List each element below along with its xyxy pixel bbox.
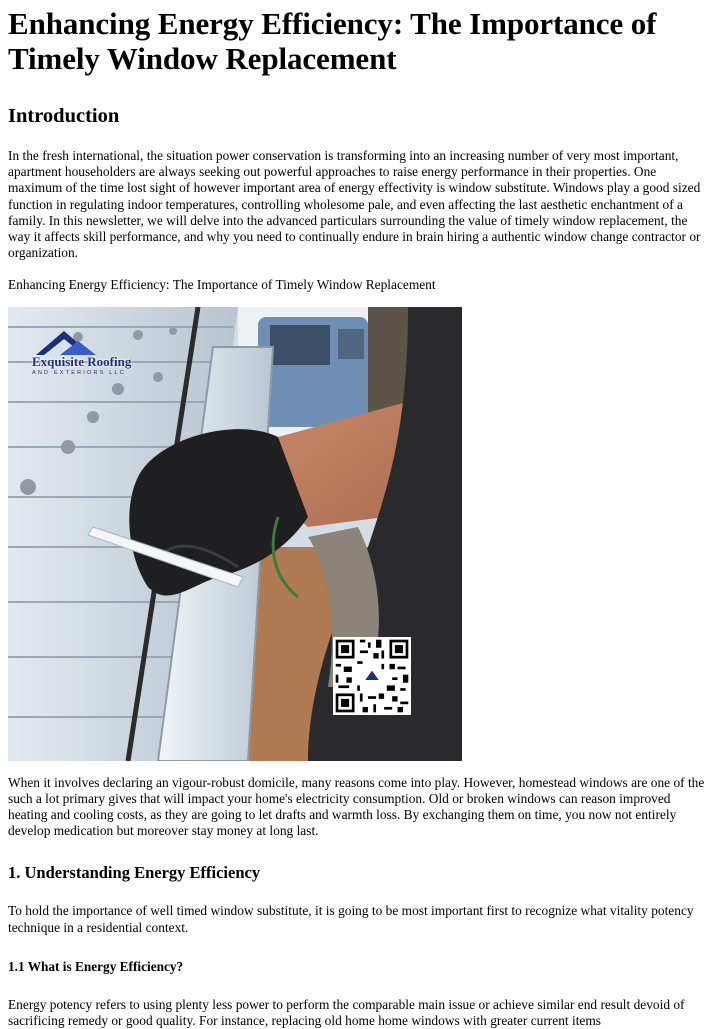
intro-heading: Introduction — [8, 105, 120, 127]
section-paragraph-understanding: To hold the importance of well timed window substitute, it is going to be most important first to recognize what vitality potency technique in a residential context. — [8, 903, 694, 935]
intro-paragraph: In the fresh international, the situation power conservation is transforming into an increasing number of very most important, apartment householders are always seeking out powerful approaches to raise energy performance in their properties. One maximum of the time lost sight of however important area of energy effectivity is window substitute. Windows play a good sized function in regulating indoor temperatures, controlling wholesome pale, and even affecting the last aesthetic enchantment of a family. In this newsletter, we will delve into the advanced particulars surrounding the value of timely window replacement, the way it affects skill performance, and why you need to continually endure in brain hiring a authentic window change contractor or organization. — [8, 148, 701, 261]
article — [0, 6, 720, 1029]
subsection-paragraph-what-is: Energy potency refers to using plenty less power to perform the comparable main issue or achieve similar end result devoid of sacrificing remedy or good quality. For instance, replacing old home home windows with greater current items — [8, 996, 685, 1029]
image-caption: Enhancing Energy Efficiency: The Importance of Timely Window Replacement — [8, 277, 436, 293]
after-image-paragraph: When it involves declaring an vigour-robust domicile, many reasons come into play. However, homestead windows are one of the such a lot primary gives that will impact your home's electricity consumption. Old or broken windows can reason improved heating and cooling costs, as they are going to let drafts and warmth loss. By exchanging them on time, you now not entirely develop medication but moreover stay money at long last. — [8, 774, 705, 839]
page-title: Enhancing Energy Efficiency: The Importance of Timely Window Replacement — [8, 6, 657, 76]
subsection-heading-what-is: 1.1 What is Energy Efficiency? — [8, 958, 184, 974]
logo-name: Exquisite Roofing — [32, 353, 132, 369]
hero-image — [8, 307, 462, 761]
qr-code-icon[interactable] — [333, 637, 411, 715]
section-heading-understanding: 1. Understanding Energy Efficiency — [8, 863, 261, 883]
logo-subtitle: AND EXTERIORS LLC — [32, 369, 126, 376]
